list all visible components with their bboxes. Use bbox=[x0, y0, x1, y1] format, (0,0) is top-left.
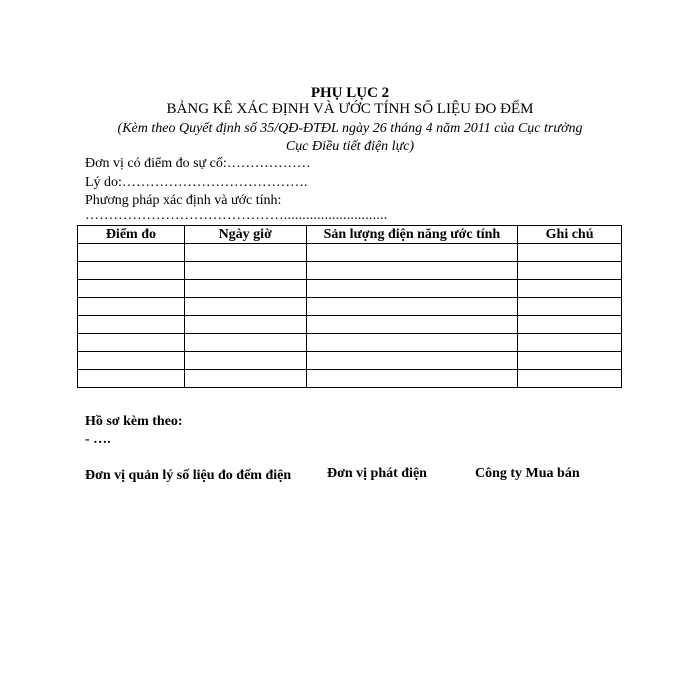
table-cell bbox=[306, 370, 518, 388]
measurement-table bbox=[77, 225, 622, 388]
table-cell bbox=[306, 334, 518, 352]
table-row bbox=[78, 334, 622, 352]
decision-note bbox=[0, 120, 700, 156]
column-header-notes: Ghi chú bbox=[518, 226, 622, 244]
method-fill-line: ……………………………………............................ bbox=[85, 208, 388, 223]
table-cell bbox=[184, 262, 306, 280]
table-row bbox=[78, 316, 622, 334]
table-row bbox=[78, 280, 622, 298]
method-field: Phương pháp xác định và ước tính: bbox=[85, 193, 282, 208]
table-cell bbox=[184, 316, 306, 334]
table-cell bbox=[518, 298, 622, 316]
table-cell bbox=[78, 244, 185, 262]
table-cell bbox=[184, 334, 306, 352]
table-cell bbox=[306, 280, 518, 298]
unit-field: Đơn vị có điểm đo sự cố:……………… bbox=[85, 156, 311, 171]
appendix-heading: PHỤ LỤC 2 bbox=[310, 85, 390, 101]
signature-generation-unit: Đơn vị phát điện bbox=[327, 466, 427, 481]
table-cell bbox=[184, 280, 306, 298]
table-cell bbox=[78, 298, 185, 316]
decision-note-line-1: (Kèm theo Quyết định số 35/QĐ-ĐTĐL ngày 26 tháng 4 năm 2011 của Cục trưởng bbox=[117, 121, 583, 136]
table-body bbox=[78, 244, 622, 388]
table-row bbox=[78, 262, 622, 280]
table-cell bbox=[518, 244, 622, 262]
table-cell bbox=[306, 352, 518, 370]
table-cell bbox=[518, 262, 622, 280]
table-cell bbox=[518, 316, 622, 334]
table-cell bbox=[78, 280, 185, 298]
column-header-datetime: Ngày giờ bbox=[184, 226, 306, 244]
table-cell bbox=[78, 370, 185, 388]
signature-power-trading-company: Công ty Mua bán bbox=[475, 466, 580, 481]
column-header-point: Điểm đo bbox=[78, 226, 185, 244]
table-cell bbox=[78, 334, 185, 352]
table-cell bbox=[306, 298, 518, 316]
attachments-label: Hồ sơ kèm theo: bbox=[85, 414, 183, 429]
table-cell bbox=[184, 244, 306, 262]
attachments-item: - …. bbox=[85, 432, 111, 447]
decision-note-line-2: Cục Điều tiết điện lực) bbox=[285, 139, 415, 154]
column-header-estimated-output: Sản lượng điện năng ước tính bbox=[306, 226, 518, 244]
table-cell bbox=[306, 316, 518, 334]
table-row bbox=[78, 352, 622, 370]
table-cell bbox=[306, 262, 518, 280]
table-cell bbox=[78, 352, 185, 370]
table-cell bbox=[518, 280, 622, 298]
table-cell bbox=[78, 316, 185, 334]
table-cell bbox=[78, 262, 185, 280]
reason-field: Lý do:…………………………………. bbox=[85, 175, 308, 190]
table-cell bbox=[184, 370, 306, 388]
table-cell bbox=[518, 334, 622, 352]
table-cell bbox=[184, 352, 306, 370]
table-cell bbox=[184, 298, 306, 316]
table-row bbox=[78, 244, 622, 262]
table-header-row bbox=[78, 226, 622, 244]
table-cell bbox=[518, 352, 622, 370]
table-row bbox=[78, 298, 622, 316]
table-row bbox=[78, 370, 622, 388]
table-cell bbox=[306, 244, 518, 262]
document-title: BẢNG KÊ XÁC ĐỊNH VÀ ƯỚC TÍNH SỐ LIỆU ĐO ĐẾM bbox=[166, 101, 534, 117]
table-cell bbox=[518, 370, 622, 388]
signature-meter-data-unit: Đơn vị quản lý số liệu đo đếm điện bbox=[85, 468, 292, 483]
